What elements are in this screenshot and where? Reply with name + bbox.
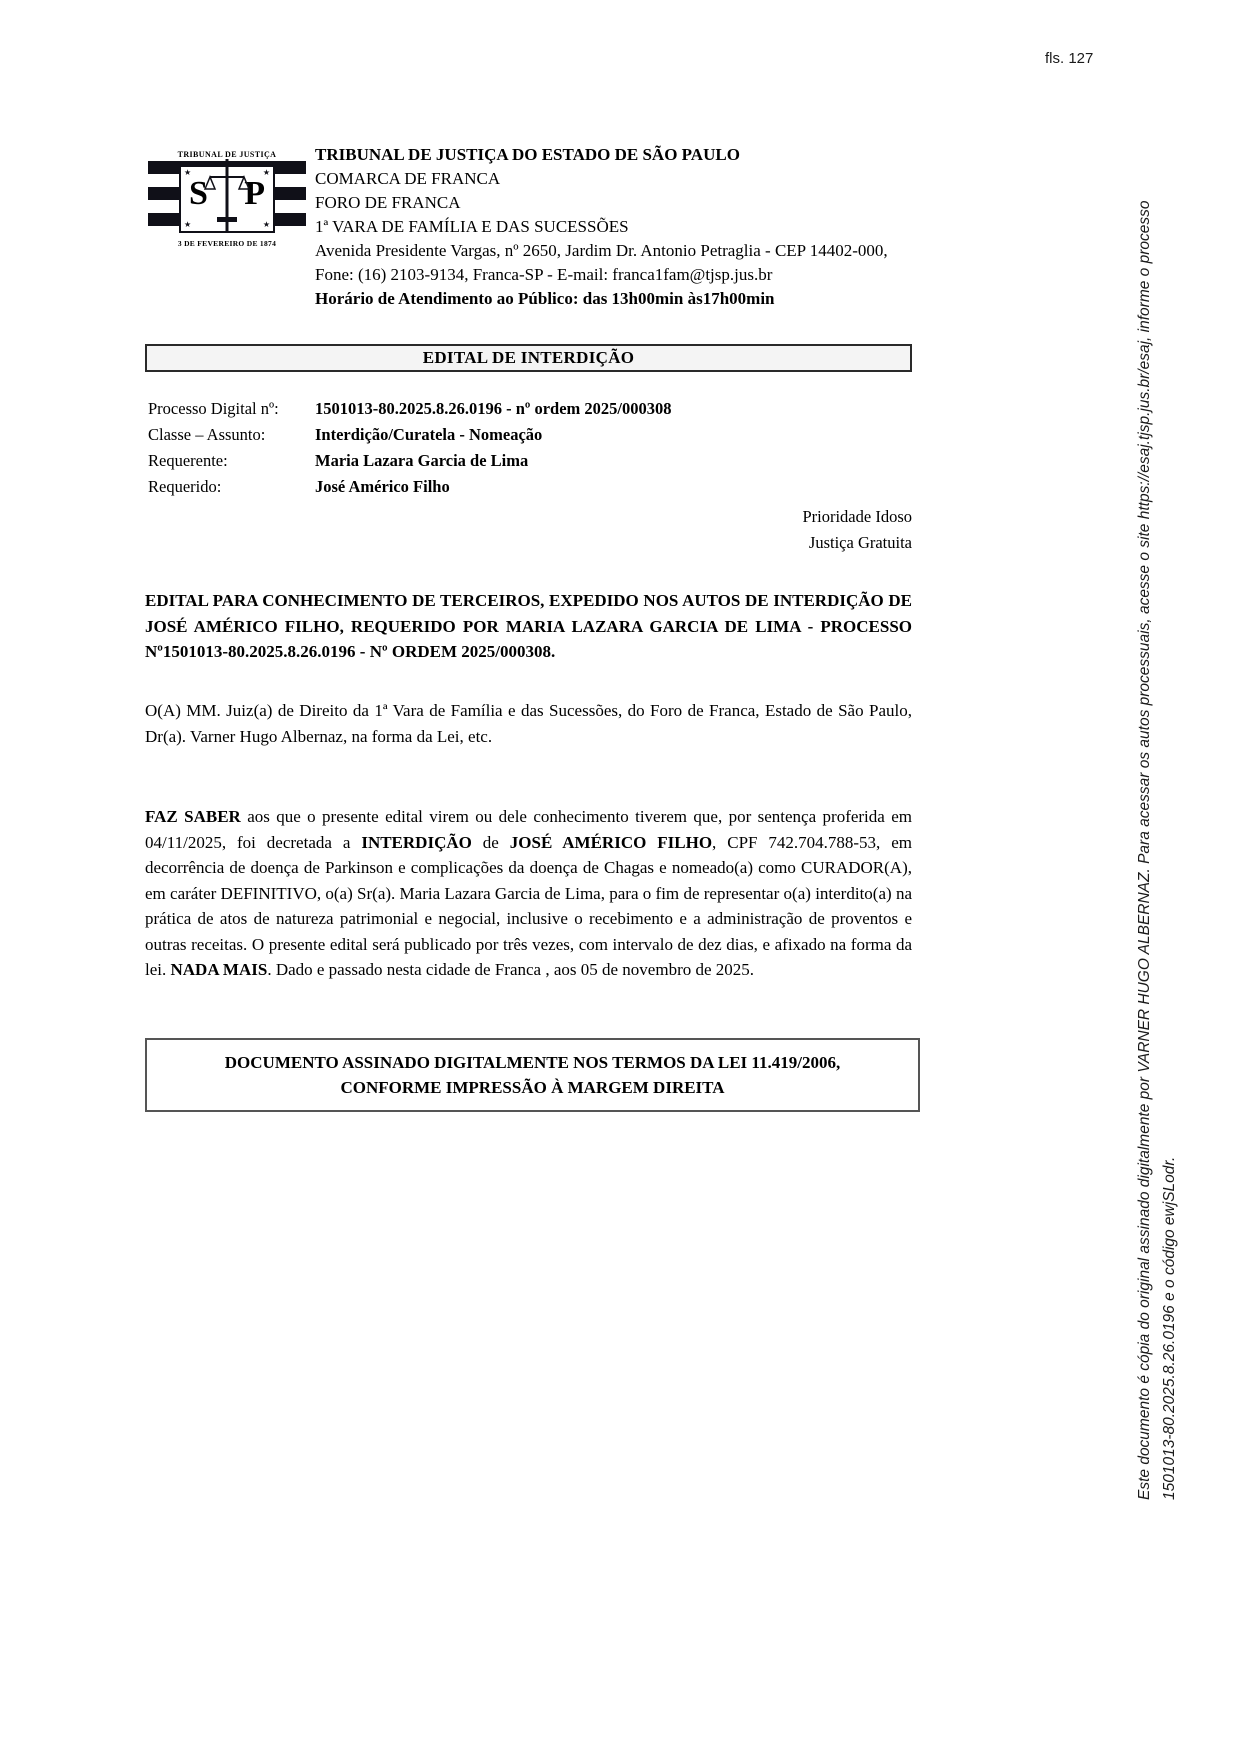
faz-saber-paragraph	[145, 804, 912, 983]
interditado-name: JOSÉ AMÉRICO FILHO	[509, 832, 713, 852]
class-subject-value: Interdição/Curatela - Nomeação	[315, 425, 543, 444]
comarca-line: COMARCA DE FRANCA	[315, 169, 501, 188]
requerido-value: José Américo Filho	[315, 477, 450, 496]
faz-saber-text: aos que o presente edital virem ou dele conhecimento tiverem que, por sentença proferida em 04/11/2025, foi decretada a	[145, 807, 912, 852]
logo-letter-s: S	[189, 175, 208, 212]
interdicao-term: INTERDIÇÃO	[361, 832, 472, 852]
faz-saber-text: de	[471, 832, 510, 852]
digital-signature-box	[145, 1038, 920, 1112]
judge-paragraph: O(A) MM. Juiz(a) de Direito da 1ª Vara de Família e das Sucessões, do Foro de Franca, Estado de São Paulo, Dr(a). Varner Hugo Albernaz, na forma da Lei, etc.	[145, 701, 912, 746]
folio-number: fls. 127	[1045, 50, 1094, 67]
requerido-label: Requerido:	[148, 477, 222, 496]
requerente-value: Maria Lazara Garcia de Lima	[315, 451, 529, 470]
star-icon: ★	[184, 168, 192, 177]
requerente-label: Requerente:	[148, 451, 228, 470]
class-subject-label: Classe – Assunto:	[148, 425, 266, 444]
authenticity-note-line1: Este documento é cópia do original assinado digitalmente por VARNER HUGO ALBERNAZ. Para acessar os autos processuais, acesse o site https://esaj.tjsp.jus.br/esaj, informe o processo	[1136, 200, 1153, 1500]
edital-heading-paragraph: EDITAL PARA CONHECIMENTO DE TERCEIROS, EXPEDIDO NOS AUTOS DE INTERDIÇÃO DE JOSÉ AMÉRICO FILHO, REQUERIDO POR MARIA LAZARA GARCIA DE LIMA - PROCESSO Nº1501013-80.2025.8.26.0196 - Nº ORDEM 2025/000308.	[145, 591, 912, 661]
logo-letter-p: P	[244, 175, 265, 212]
logo-flag	[148, 161, 306, 235]
service-hours-line: Horário de Atendimento ao Público: das 13h00min às17h00min	[315, 289, 775, 308]
address-line: Avenida Presidente Vargas, nº 2650, Jardim Dr. Antonio Petraglia - CEP 14402-000, Fone: (16) 2103-9134, Franca-SP - E-mail: franca1fam@tjsp.jus.br	[315, 241, 888, 284]
foro-line: FORO DE FRANCA	[315, 193, 461, 212]
court-header	[315, 143, 911, 311]
table-row	[148, 448, 912, 474]
process-number-value: 1501013-80.2025.8.26.0196 - nº ordem 2025/000308	[315, 399, 672, 418]
priority-flags	[802, 504, 912, 556]
star-icon: ★	[184, 220, 192, 229]
edital-title-box	[145, 344, 912, 372]
signature-box-line2: CONFORME IMPRESSÃO À MARGEM DIREITA	[340, 1078, 725, 1097]
signature-box-line1: DOCUMENTO ASSINADO DIGITALMENTE NOS TERMOS DA LEI 11.419/2006,	[224, 1053, 841, 1072]
table-row	[148, 422, 912, 448]
star-icon: ★	[262, 220, 270, 229]
nada-mais-term: NADA MAIS	[170, 960, 268, 979]
faz-saber-text: . Dado e passado nesta cidade de Franca , aos 05 de novembro de 2025.	[267, 960, 755, 979]
edital-title: EDITAL DE INTERDIÇÃO	[422, 348, 635, 367]
tjsp-logo	[148, 150, 306, 248]
flag-justica-gratuita: Justiça Gratuita	[808, 533, 912, 552]
faz-saber-lead: FAZ SABER	[145, 807, 241, 826]
process-info	[148, 396, 912, 500]
margin-authenticity-note	[1132, 200, 1184, 1500]
faz-saber-text: , CPF 742.704.788-53, em decorrência de doença de Parkinson e complicações da doença de Chagas e nomeado(a) como CURADOR(A), em caráter DEFINITIVO, o(a) Sr(a). Maria Lazara Garcia de Lima, para o fim de representar o(a) interdito(a) na prática de atos de natureza patrimonial e negocial, inclusive o recebimento e a administração de proventos e outras receitas. O presente edital será publicado por três vezes, com intervalo de dez dias, e afixado na forma da lei.	[145, 832, 913, 979]
process-number-label: Processo Digital nº:	[148, 399, 279, 418]
vara-line: 1ª VARA DE FAMÍLIA E DAS SUCESSÕES	[315, 217, 629, 236]
scales-of-justice-icon	[204, 159, 250, 242]
table-row	[148, 396, 912, 422]
logo-bottom-text: 3 DE FEVEREIRO DE 1874	[177, 239, 277, 248]
authenticity-note-line2: 1501013-80.2025.8.26.0196 e o código ewjSLodr.	[1161, 1156, 1178, 1500]
court-title: TRIBUNAL DE JUSTIÇA DO ESTADO DE SÃO PAULO	[315, 145, 740, 164]
table-row	[148, 474, 912, 500]
logo-shield	[179, 165, 275, 233]
flag-prioridade-idoso: Prioridade Idoso	[802, 507, 912, 526]
logo-top-text: TRIBUNAL DE JUSTIÇA	[177, 150, 277, 159]
star-icon: ★	[262, 168, 270, 177]
